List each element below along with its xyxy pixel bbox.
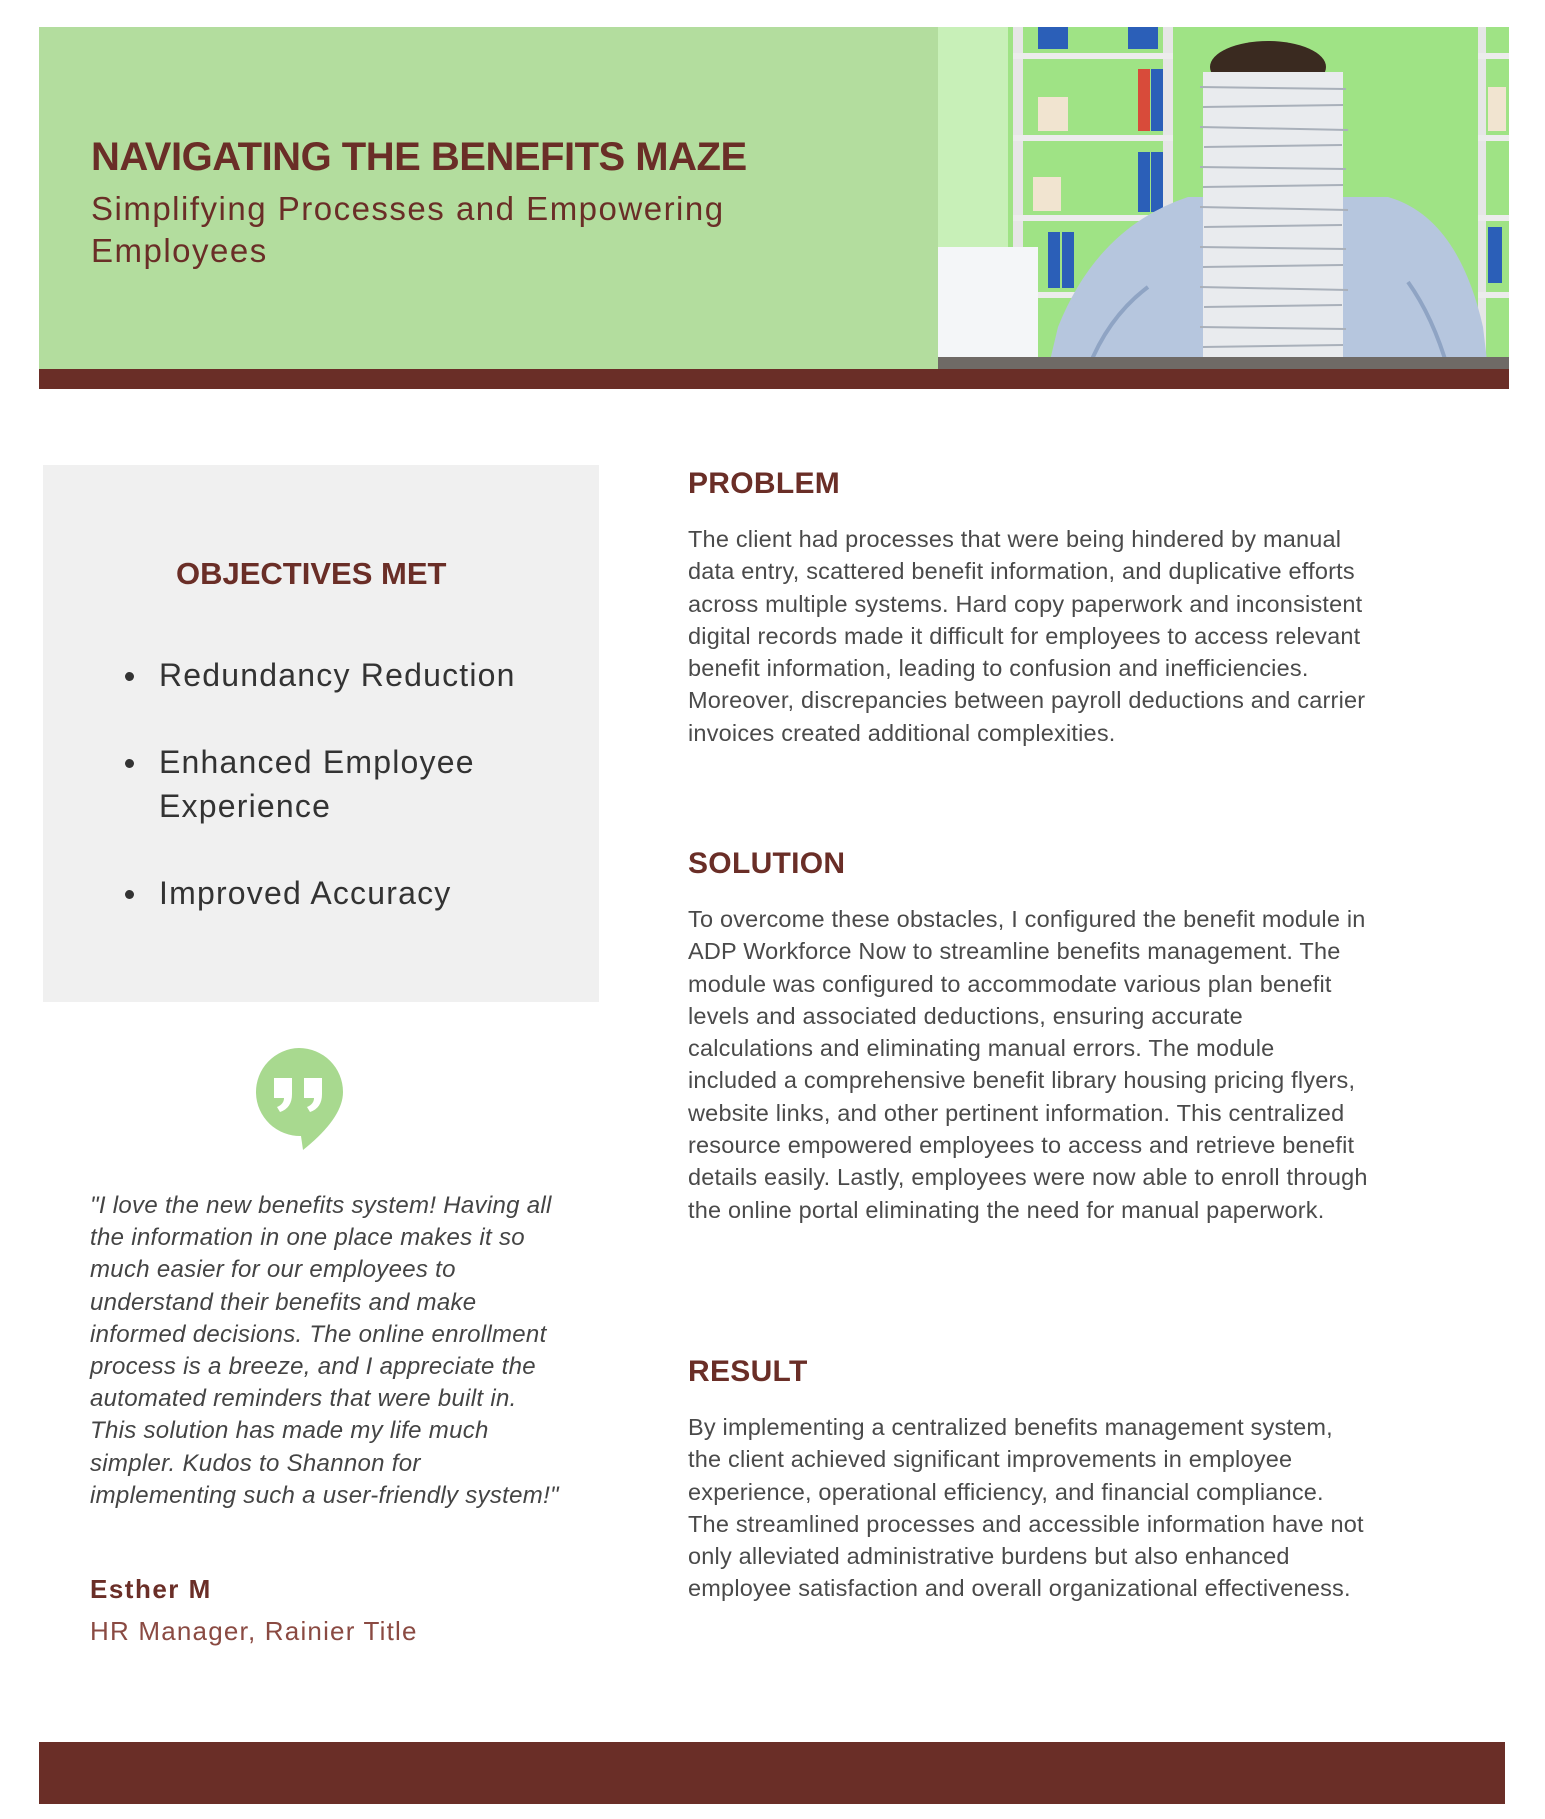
objectives-list bbox=[125, 653, 565, 958]
objective-item: Redundancy Reduction bbox=[125, 653, 565, 697]
page-title: NAVIGATING THE BENEFITS MAZE bbox=[91, 135, 747, 179]
footer-bar bbox=[39, 1742, 1505, 1804]
objectives-title: OBJECTIVES MET bbox=[176, 556, 447, 591]
objective-item: Enhanced Employee Experience bbox=[125, 740, 565, 828]
solution-heading: SOLUTION bbox=[688, 847, 846, 880]
problem-heading: PROBLEM bbox=[688, 467, 841, 500]
solution-body: To overcome these obstacles, I configured the benefit module in ADP Workforce Now to streamline benefits management. The module was configured to accommodate various plan benefit levels and associated deductions, ensuring accurate calculations and eliminating manual errors. The module included a comprehensive benefit library housing pricing flyers, website links, and other pertinent information. This centralized resource empowered employees to access and retrieve benefit details easily. Lastly, employees were now able to enroll through the online portal eliminating the need for manual paperwork. bbox=[688, 906, 1368, 1223]
problem-body: The client had processes that were being hindered by manual data entry, scattered benefit information, and duplicative efforts across multiple systems. Hard copy paperwork and inconsistent digital records made it difficult for employees to access relevant benefit information, leading to confusion and inefficiencies. Moreover, discrepancies between payroll deductions and carrier invoices created additional complexities. bbox=[688, 526, 1366, 746]
testimonial-author: Esther M bbox=[90, 1574, 212, 1604]
objective-item: Improved Accuracy bbox=[125, 871, 565, 915]
page-subtitle: Simplifying Processes and Empowering Employees bbox=[91, 190, 725, 269]
problem-section bbox=[688, 467, 1368, 749]
result-body: By implementing a centralized benefits management system, the client achieved significant improvements in employee experience, operational efficiency, and financial compliance. The streamlined processes and accessible information have not only alleviated administrative burdens but also enhanced employee satisfaction and overall organizational effectiveness. bbox=[688, 1414, 1364, 1602]
result-heading: RESULT bbox=[688, 1355, 808, 1388]
testimonial-quote: "I love the new benefits system! Having all the information in one place makes it so much easier for our employees to understand their benefits and make informed decisions. The online enrollment process is a breeze, and I appreciate the automated reminders that were built in. This solution has made my life much simpler. Kudos to Shannon for implementing such a user-friendly system!" bbox=[90, 1192, 559, 1509]
result-section bbox=[688, 1355, 1368, 1605]
header-banner bbox=[39, 27, 1509, 369]
header-text bbox=[91, 135, 851, 272]
objectives-panel bbox=[43, 465, 599, 1002]
header-divider-bar bbox=[39, 369, 1509, 389]
header-photo bbox=[938, 27, 1509, 369]
solution-section bbox=[688, 847, 1368, 1226]
office-paperwork-image bbox=[938, 27, 1509, 369]
testimonial-role: HR Manager, Rainier Title bbox=[90, 1616, 418, 1646]
quote-bubble-icon bbox=[255, 1048, 343, 1150]
